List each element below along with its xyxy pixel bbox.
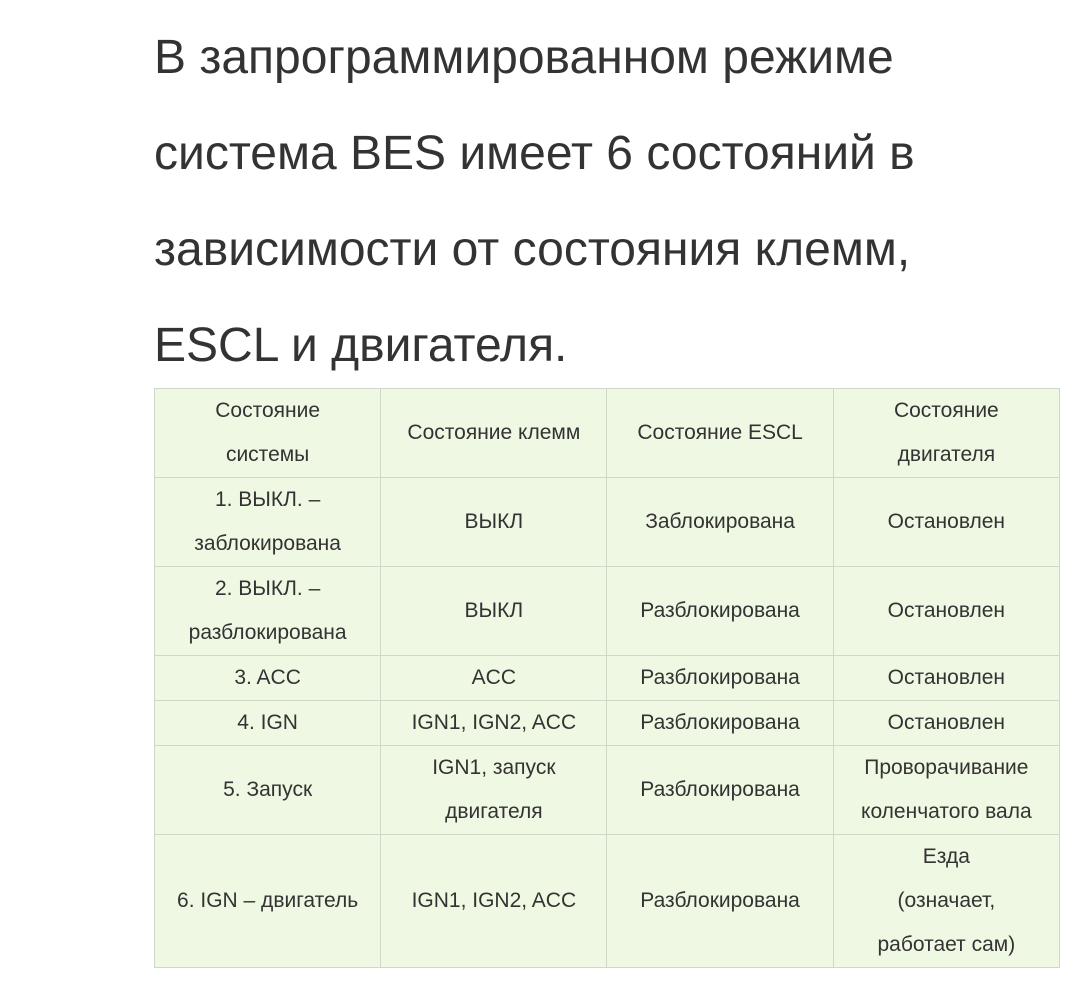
cell-line: IGN1, IGN2, ACC (411, 889, 577, 912)
cell-line: Езда (922, 845, 970, 868)
table-cell (607, 701, 833, 746)
cell-line: IGN1, IGN2, ACC (411, 711, 577, 734)
heading-line: система BES имеет 6 состояний в (154, 127, 915, 180)
heading-line: ESCL и двигателя. (154, 319, 568, 372)
cell-line: 3. ACC (234, 666, 301, 689)
cell-line: Разблокирована (640, 778, 800, 801)
cell-line: 6. IGN – двигатель (177, 889, 359, 912)
table-row (155, 701, 1060, 746)
cell-line: Состояние (893, 399, 999, 422)
table-cell (381, 746, 607, 835)
table-cell (833, 656, 1059, 701)
cell-line: Состояние клемм (407, 421, 581, 444)
cell-line: двигателя (445, 800, 543, 823)
cell-line: разблокирована (188, 621, 347, 644)
table-cell (607, 746, 833, 835)
heading-line: В запрограммированном режиме (154, 31, 894, 84)
cell-line: заблокирована (194, 532, 341, 555)
cell-line: Остановлен (887, 666, 1006, 689)
cell-line: Заблокирована (645, 510, 795, 533)
table-cell (607, 656, 833, 701)
table-cell (155, 701, 381, 746)
table-cell (607, 567, 833, 656)
header-cell-terminal-state (381, 389, 607, 478)
table-cell (833, 746, 1059, 835)
cell-line: (означает, (897, 889, 996, 912)
cell-line: ВЫКЛ (464, 599, 524, 622)
table-cell (381, 567, 607, 656)
cell-line: двигателя (897, 443, 996, 466)
table-cell (155, 746, 381, 835)
table-row (155, 746, 1060, 835)
cell-line: Проворачивание (864, 756, 1029, 779)
table-cell (381, 835, 607, 968)
cell-line: Разблокирована (640, 599, 800, 622)
table-cell (833, 478, 1059, 567)
page-heading (154, 10, 1054, 394)
cell-line: Разблокирована (640, 889, 800, 912)
cell-line: ВЫКЛ (464, 510, 524, 533)
table-cell (381, 701, 607, 746)
cell-line: IGN1, запуск (432, 756, 556, 779)
table-cell (381, 478, 607, 567)
table-row (155, 656, 1060, 701)
cell-line: 4. IGN (237, 711, 298, 734)
table-cell (155, 835, 381, 968)
heading-line: зависимости от состояния клемм, (154, 223, 911, 276)
cell-line: Остановлен (887, 510, 1006, 533)
cell-line: Остановлен (887, 599, 1006, 622)
header-cell-escl-state (607, 389, 833, 478)
table-cell (155, 656, 381, 701)
table-cell (833, 835, 1059, 968)
cell-line: Остановлен (887, 711, 1006, 734)
cell-line: работает сам) (877, 933, 1016, 956)
cell-line: Состояние ESCL (637, 421, 803, 444)
table-row (155, 567, 1060, 656)
table-row (155, 478, 1060, 567)
cell-line: Разблокирована (640, 666, 800, 689)
cell-line: 2. ВЫКЛ. – (214, 577, 321, 600)
cell-line: 5. Запуск (223, 778, 313, 801)
cell-line: Состояние (215, 399, 321, 422)
cell-line: системы (225, 443, 310, 466)
table-cell (833, 567, 1059, 656)
table-cell (155, 567, 381, 656)
table-cell (833, 701, 1059, 746)
header-cell-system-state (155, 389, 381, 478)
table-cell (381, 656, 607, 701)
table-cell (607, 478, 833, 567)
table-row (155, 835, 1060, 968)
header-cell-engine-state (833, 389, 1059, 478)
cell-line: 1. ВЫКЛ. – (214, 488, 321, 511)
cell-line: Разблокирована (640, 711, 800, 734)
table-cell (607, 835, 833, 968)
table-cell (155, 478, 381, 567)
cell-line: коленчатого вала (861, 800, 1032, 823)
table-header-row (155, 389, 1060, 478)
cell-line: ACC (471, 666, 517, 689)
system-states-table (154, 388, 1060, 968)
